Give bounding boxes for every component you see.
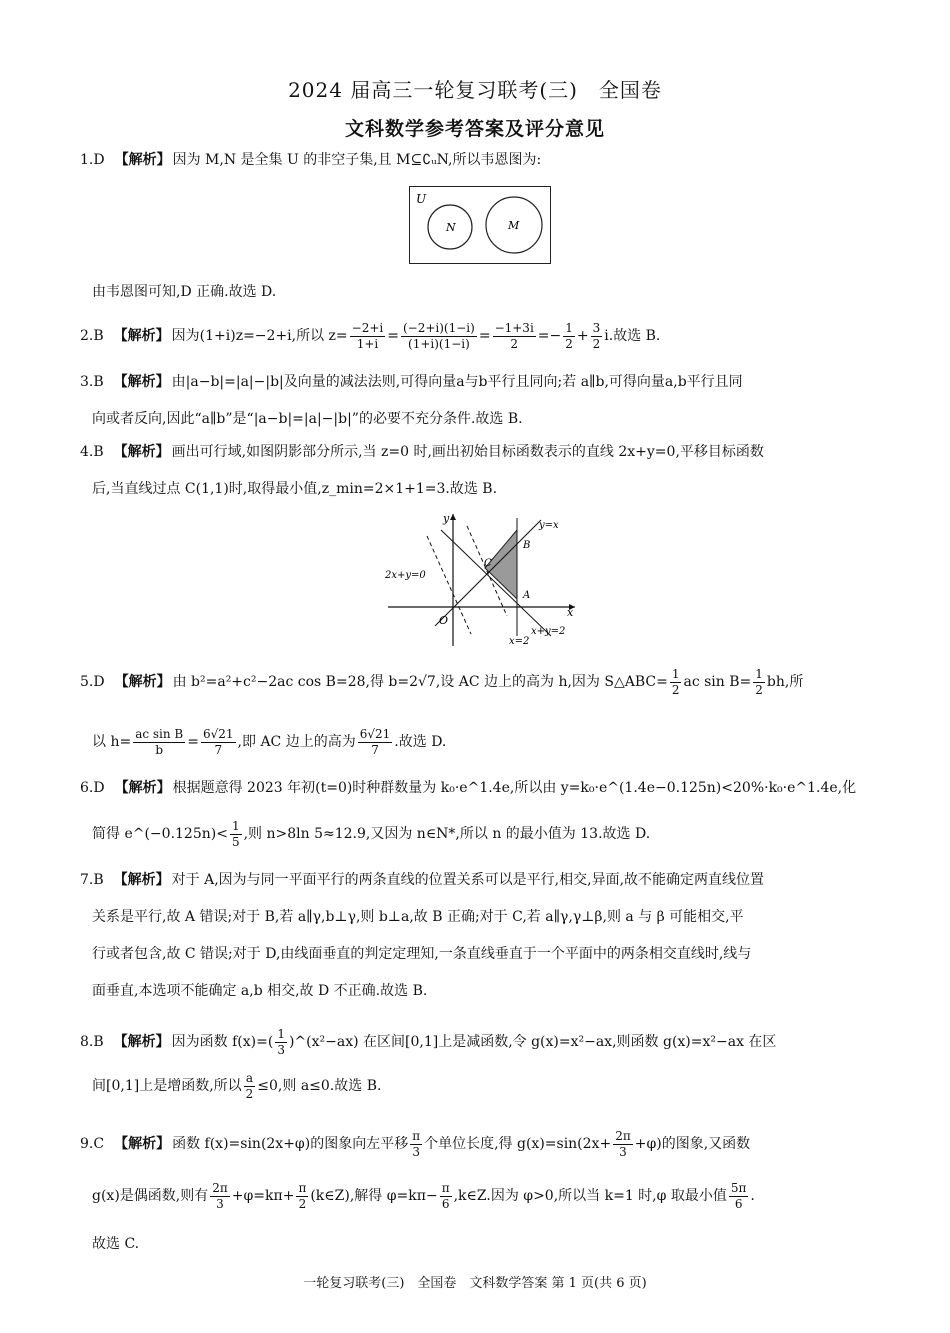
q9-text-e: +φ=kπ+	[231, 1188, 295, 1204]
fraction: $\frac{1}{2}$	[755, 666, 763, 697]
analysis-tag: 【解析】	[114, 780, 171, 796]
q9-text-h: .	[750, 1188, 755, 1204]
question-5-cont	[80, 724, 872, 761]
label-x-eq-2: x=2	[509, 636, 530, 647]
question-1	[80, 142, 872, 179]
q9-text-d: g(x)是偶函数,则有	[92, 1188, 209, 1204]
q9-text-g: ,k∈Z.因为 φ>0,所以当 k=1 时,φ 取最小值	[453, 1188, 727, 1204]
answer-number: 4.B	[80, 444, 104, 460]
question-3	[80, 364, 872, 438]
fraction: $\frac{\pi}{2}$	[298, 1180, 307, 1211]
feasible-region-graph	[383, 508, 583, 652]
analysis-tag: 【解析】	[114, 152, 171, 168]
venn-diagram	[409, 186, 551, 264]
q5-text-c: bh,所	[766, 674, 804, 690]
q9-text-a: 函数 f(x)=sin(2x+φ)的图象向左平移	[172, 1136, 409, 1152]
q8-text-d: ≤0,则 a≤0.故选 B.	[257, 1078, 382, 1094]
answer-number: 5.D	[80, 674, 105, 690]
origin-label: O	[439, 614, 449, 627]
question-2: 2.B 【解析】 因为(1+i)z=−2+i,所以 z= $\frac{-2+i}{1+i}$ = $\frac{(-2+i)(1-i)}{(1+i)(1-i)}$ = $\frac{-1+3i}{2}$ =− $\frac{1}{2}$ + $\frac{3}{2}$ i.故选 B.	[80, 320, 661, 351]
q2-end: i.故选 B.	[604, 328, 661, 344]
point-a-label: A	[523, 590, 531, 601]
q8-text-b: )^(x²−ax) 在区间[0,1]上是减函数,令 g(x)=x²−ax,则函数 g(x)=x²−ax 在区	[288, 1034, 777, 1050]
q6-line-1: 根据题意得 2023 年初(t=0)时种群数量为 k₀·e^1.4e,所以由 y=k₀·e^(1.4e−0.125n)<20%·k₀·e^1.4e,化	[172, 780, 857, 796]
q3-line-1: 由|a−b|=|a|−|b|及向量的减法法则,可得向量a与b平行且同向;若 a∥b,可得向量a,b平行且同	[171, 374, 743, 390]
fraction: $\frac{a}{2}$	[245, 1070, 254, 1101]
q6-text-b: ,则 n>8ln 5≈12.9,又因为 n∈N*,所以 n 的最小值为 13.故选 D.	[243, 826, 651, 842]
q3-line-2: 向或者反向,因此“a∥b”是“|a−b|=|a|−|b|”的必要不充分条件.故选 B.	[92, 411, 523, 427]
page-subtitle: 文科数学参考答案及评分意见	[344, 118, 605, 140]
analysis-tag: 【解析】	[114, 1136, 171, 1152]
x-axis-label: x	[567, 606, 574, 619]
answer-number: 6.D	[80, 780, 105, 796]
answer-number: 8.B	[80, 1034, 104, 1050]
answer-number: 3.B	[80, 374, 104, 390]
point-c-label: C	[484, 558, 492, 569]
analysis-tag: 【解析】	[113, 328, 170, 344]
analysis-tag: 【解析】	[114, 674, 171, 690]
q4-line-1: 画出可行域,如图阴影部分所示,当 z=0 时,画出初始目标函数表示的直线 2x+y=0,平移目标函数	[171, 444, 764, 460]
answer-number: 9.C	[80, 1136, 105, 1152]
q9-text-f: (k∈Z),解得 φ=kπ−	[310, 1188, 438, 1204]
venn-label-u: U	[416, 192, 427, 206]
fraction: $\frac{6√21}{7}$	[359, 726, 391, 757]
fraction: $\frac{2\pi}{3}$	[212, 1180, 228, 1211]
q7-line-4: 面垂直,本选项不能确定 a,b 相交,故 D 不正确.故选 B.	[92, 983, 428, 999]
venn-label-m: M	[508, 219, 520, 232]
q5-text-b: ac sin B=	[683, 674, 752, 690]
q9-text-c: +φ)的图象,又函数	[634, 1136, 751, 1152]
question-9	[80, 1126, 872, 1163]
fraction: $\frac{\pi}{6}$	[441, 1180, 450, 1211]
q5-text-d: 以 h=	[92, 734, 132, 750]
q7-line-3: 行或者包含,故 C 错误;对于 D,由线面垂直的判定定理知,一条直线垂直于一个平面中的两条相交直线时,线与	[92, 946, 752, 962]
question-8-cont	[80, 1068, 872, 1105]
fraction: $\frac{1}{5}$	[231, 818, 240, 849]
answer-number: 2.B	[80, 328, 104, 344]
page-footer: 一轮复习联考(三) 全国卷 文科数学答案 第 1 页(共 6 页)	[303, 1276, 647, 1291]
fraction: $\frac{1}{2}$	[671, 666, 680, 697]
fraction: $\frac{6√21}{7}$	[202, 726, 234, 757]
analysis-tag: 【解析】	[113, 872, 170, 888]
answer-number: 1.D	[80, 152, 105, 168]
line-x-plus-y-eq-2	[441, 530, 551, 636]
q8-text-a: 因为函数 f(x)=(	[171, 1034, 274, 1050]
analysis-tag: 【解析】	[113, 444, 170, 460]
fraction: $\frac{5\pi}{6}$	[730, 1180, 747, 1211]
q7-line-2: 关系是平行,故 A 错误;对于 B,若 a∥γ,b⊥γ,则 b⊥a,故 B 正确;对于 C,若 a∥γ,γ⊥β,则 a 与 β 可能相交,平	[92, 909, 744, 925]
q5-text-f: ,即 AC 边上的高为	[237, 734, 356, 750]
q1-conclusion	[80, 274, 872, 311]
analysis-tag: 【解析】	[113, 1034, 170, 1050]
fraction: $\frac{\text{ac sin B}}{b}$	[135, 726, 184, 757]
question-9-end	[80, 1226, 872, 1263]
fraction: $\frac{2\pi}{3}$	[615, 1128, 631, 1159]
q5-text-e: =	[187, 734, 199, 750]
question-7	[80, 862, 872, 1010]
fraction: $\frac{\pi}{3}$	[412, 1128, 421, 1159]
question-6-cont	[80, 816, 872, 853]
question-5	[80, 664, 872, 701]
fraction: $\frac{-1+3i}{2}$	[494, 320, 534, 351]
q8-text-c: 间[0,1]上是增函数,所以	[92, 1078, 242, 1094]
venn-label-n: N	[446, 221, 456, 234]
q2-text: 因为(1+i)z=−2+i,所以 z=	[171, 328, 348, 344]
analysis-tag: 【解析】	[113, 374, 170, 390]
fraction: $\frac{-2+i}{1+i}$	[351, 320, 384, 351]
label-x-plus-y-eq-2: x+y=2	[531, 626, 566, 637]
point-b-label: B	[523, 540, 531, 551]
q4-line-2: 后,当直线过点 C(1,1)时,取得最小值,z_min=2×1+1=3.故选 B.	[92, 481, 498, 497]
q5-text-a: 由 b²=a²+c²−2ac cos B=28,得 b=2√7,设 AC 边上的高为 h,因为 S△ABC=	[172, 674, 668, 690]
question-9-cont	[80, 1178, 872, 1215]
q6-text-a: 简得 e^(−0.125n)<	[92, 826, 228, 842]
q7-line-1: 对于 A,因为与同一平面平行的两条直线的位置关系可以是平行,相交,异面,故不能确定两直线位置	[171, 872, 765, 888]
q9-text-i: 故选 C.	[92, 1236, 140, 1252]
y-axis-label: y	[443, 512, 450, 525]
q9-text-b: 个单位长度,得 g(x)=sin(2x+	[424, 1136, 612, 1152]
line-2x-plus-y-eq-0	[427, 536, 471, 634]
question-4	[80, 434, 872, 508]
label-y-eq-x: y=x	[539, 520, 559, 531]
label-2x-plus-y-eq-0: 2x+y=0	[385, 570, 426, 581]
page-title: 2024 届高三一轮复习联考(三) 全国卷	[288, 78, 662, 102]
question-8	[80, 1024, 872, 1061]
q1-conclusion-text: 由韦恩图可知,D 正确.故选 D.	[92, 284, 277, 300]
q5-text-g: .故选 D.	[394, 734, 447, 750]
q1-text: 因为 M,N 是全集 U 的非空子集,且 M⊆∁ᵤN,所以韦恩图为:	[172, 152, 542, 168]
answer-number: 7.B	[80, 872, 104, 888]
fraction: $\frac{1}{2}$	[565, 320, 573, 351]
fraction: $\frac{1}{3}$	[277, 1026, 285, 1057]
question-6	[80, 770, 872, 807]
fraction: $\frac{3}{2}$	[592, 320, 601, 351]
fraction: $\frac{(-2+i)(1-i)}{(1+i)(1-i)}$	[402, 320, 475, 351]
